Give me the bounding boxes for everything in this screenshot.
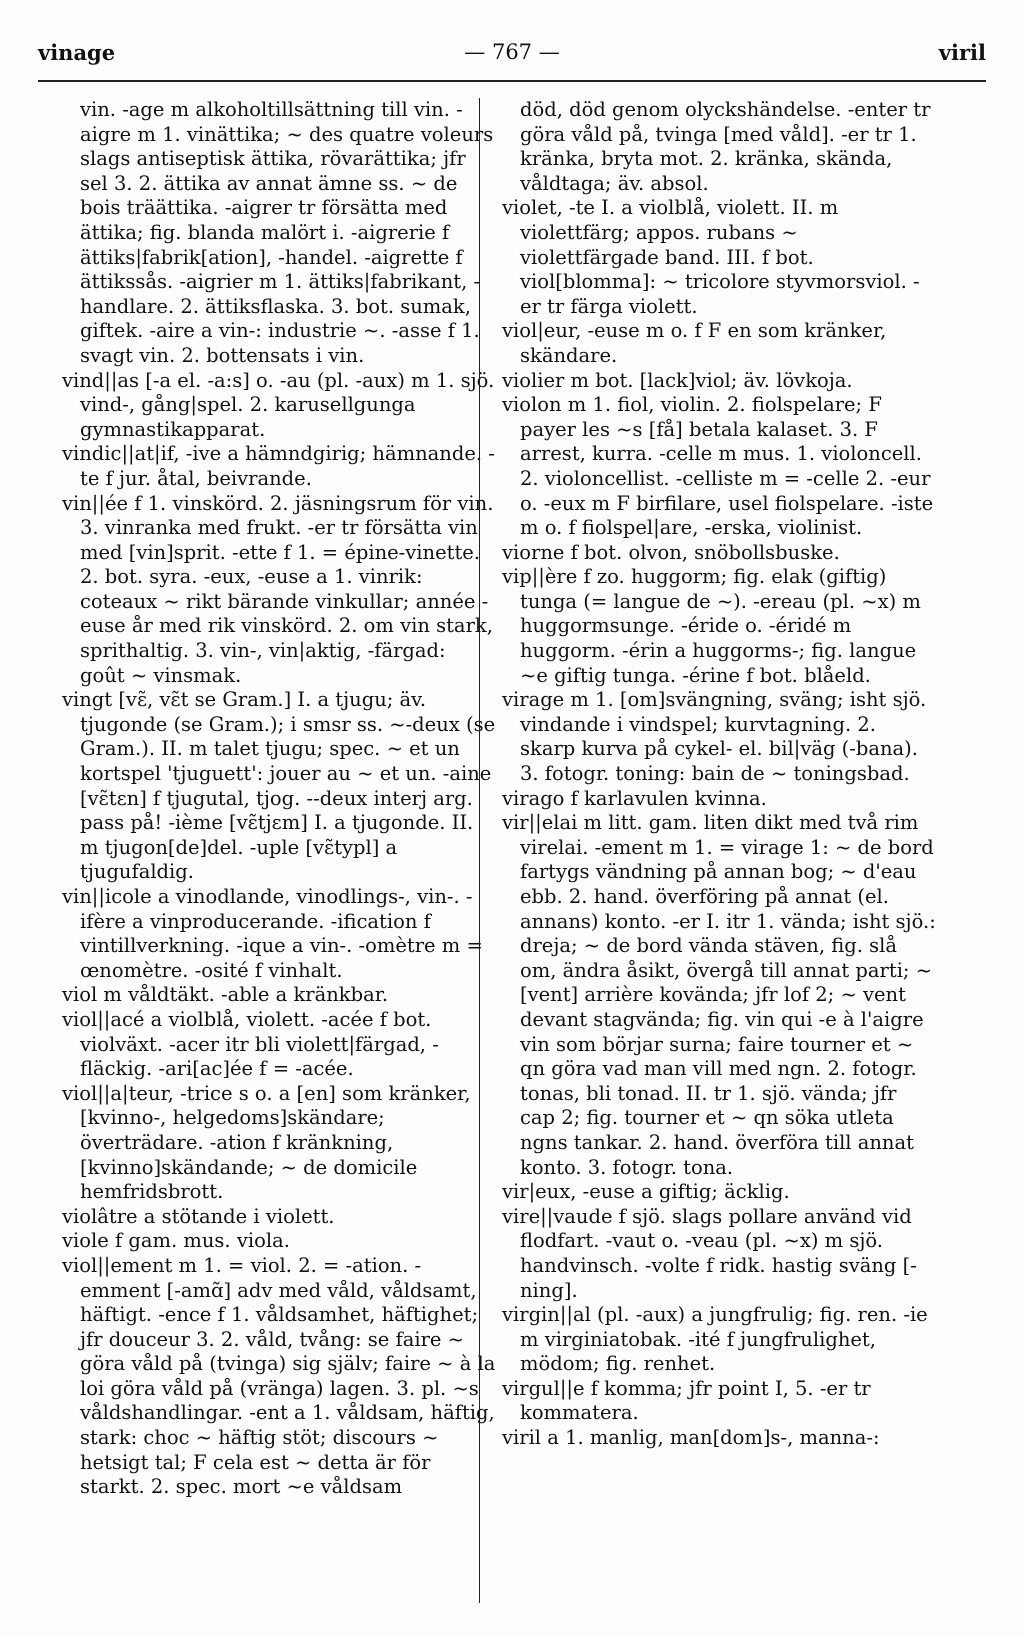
dictionary-entry: död, död genom olyckshändelse. -enter tr göra våld på, tvinga [med våld]. -er tr 1. kränka, bryta mot. 2. kränka, skända, våldtaga; äv. absol. [520,98,931,195]
dictionary-entry: violier m bot. [lack]viol; äv. lövkoja. [502,368,853,392]
column-divider [479,98,480,1603]
dictionary-entry: viol m våldtäkt. -able a kränkbar. [62,983,389,1007]
dictionary-entry: vire||vaude f sjö. slags pollare använd vid flodfart. -vaut o. -veau (pl. ~x) m sjö. handvinsch. -volte f ridk. hastig sväng [-ning]. [502,1204,917,1302]
dictionary-entry: violet, -te I. a violblå, violett. II. m violettfärg; appos. rubans ~ violettfärgade band. III. f bot. viol[blomma]: ~ tricolore styvmorsviol. -er tr färga violett. [502,196,920,318]
dictionary-entry: violon m 1. fiol, violin. 2. fiolspelare; F payer les ~s [få] betala kalaset. 3. F arrest, kurra. -celle m mus. 1. violoncell. 2. violoncellist. -celliste m = -celle 2. -eur o. -eux m F birfilare, usel fiolspelare. -iste m o. f fiolspel|are, -erska, violinist. [502,393,934,540]
right-guide-word: viril [938,40,986,65]
page-header [38,40,986,80]
page-number: — 767 — [464,40,560,64]
dictionary-entry: vingt [vɛ̃, vɛ̃t se Gram.] I. a tjugu; äv. tjugonde (se Gram.); i smsr ss. ~-deux (se Gram.). II. m talet tjugu; spec. ~ et un kortspel 'tjuguett': jouer au ~ et un. -aine [vɛ̃tɛn] f tjugutal, tjog. --deux interj arg. pass på! -ième [vɛ̃tjɛm] I. a tjugonde. II. m tjugon[de]del. -uple [vɛ̃typl] a tjugufaldig. [62,688,496,884]
dictionary-entry: viorne f bot. olvon, snöbollsbuske. [502,540,840,564]
left-guide-word: vinage [38,40,116,65]
dictionary-entry: viol||ement m 1. = viol. 2. = -ation. -emment [-amɑ̃] adv med våld, våldsamt, häftigt. -ence f 1. våldsamhet, häftighet; jfr douceur 3. 2. våld, tvång: se faire ~ göra våld på (tvinga) sig själv; faire ~ à la loi göra våld på (vränga) lagen. 3. pl. ~s våldshandlingar. -ent a 1. våldsam, häftig, stark: choc ~ häftig stöt; discours ~ hetsigt tal; F cela est ~ detta är för starkt. 2. spec. mort ~e våldsam [62,1253,496,1499]
dictionary-entry: viol||acé a violblå, violett. -acée f bot. violväxt. -acer itr bli violett|färgad, -fläckig. -ari[ac]ée f = -acée. [62,1007,439,1081]
dictionary-entry: virage m 1. [om]svängning, sväng; isht sjö. vindande i vindspel; kurvtagning. 2. skarp kurva på cykel- el. bil|väg (-bana). 3. fotogr. toning: bain de ~ toningsbad. [502,688,927,786]
left-column [62,98,496,1500]
header-rule [38,80,986,82]
dictionary-entry: virgin||al (pl. -aux) a jungfrulig; fig. ren. -ie m virginiatobak. -ité f jungfrulighet, mödom; fig. renhet. [502,1303,928,1376]
dictionary-entry: vir||elai m litt. gam. liten dikt med två rim virelai. -ement m 1. = virage 1: ~ de bord fartygs vändning på annan bog; ~ d'eau ebb. 2. hand. överföring på annat (el. annans) konto. -er I. itr 1. vända; isht sjö.: dreja; ~ de bord vända stäven, fig. slå om, ändra åsikt, övergå till annat parti; ~ [vent] arrière kovända; jfr lof 2; ~ vent devant stagvända; fig. vin qui -e à l'aigre vin som börjar surna; faire tourner et ~ qn göra vad man vill med ngn. 2. fotogr. tonas, bli tonad. II. tr 1. sjö. vända; jfr cap 2; fig. tourner et ~ qn söka utleta ngns tankar. 2. hand. överföra till annat konto. 3. fotogr. tona. [502,811,936,1179]
dictionary-entry: viol||a|teur, -trice s o. a [en] som kränker, [kvinno-, helgedoms]skändare; överträdare. -ation f kränkning, [kvinno]skändande; ~ de domicile hemfridsbrott. [62,1081,471,1204]
dictionary-entry: virgul||e f komma; jfr point I, 5. -er tr kommatera. [502,1376,871,1425]
dictionary-entry: vin. -age m alkoholtillsättning till vin. -aigre m 1. vinättika; ~ des quatre voleurs slags antiseptisk ättika, rövarättika; jfr sel 3. 2. ättika av annat ämne ss. ~ de bois träättika. -aigrer tr försätta med ättika; fig. blanda malört i. -aigrerie f ättiks|fabrik[ation], -handel. -aigrette f ättikssås. -aigrier m 1. ättiks|fabrikant, -handlare. 2. ättiksflaska. 3. bot. sumak, giftek. -aire a vin-: industrie ~. -asse f 1. svagt vin. 2. bottensats i vin. [80,98,494,367]
dictionary-entry: vip||ère f zo. huggorm; fig. elak (giftig) tunga (= langue de ~). -ereau (pl. ~x) m huggormsunge. -éride o. -éridé m huggorm. -érin a huggorms-; fig. langue ~e giftig tunga. -érine f bot. blåeld. [502,565,921,687]
dictionary-entry: vind||as [-a el. -a:s] o. -au (pl. -aux) m 1. sjö. vind-, gång|spel. 2. karusellgunga gymnastikapparat. [62,368,495,441]
dictionary-entry: viole f gam. mus. viola. [62,1229,290,1253]
dictionary-entry: violâtre a stötande i violett. [62,1204,335,1228]
right-column [502,98,936,1451]
dictionary-entry: virago f karlavulen kvinna. [502,786,767,810]
dictionary-entry: vir|eux, -euse a giftig; äcklig. [502,1180,790,1204]
dictionary-entry: vindic||at|if, -ive a hämndgirig; hämnande. -te f jur. åtal, beivrande. [62,442,495,490]
dictionary-entry: vin||icole a vinodlande, vinodlings-, vin-. -ifère a vinproducerande. -ification f vintillverkning. -ique a vin-. -omètre m = œnomètre. -osité f vinhalt. [62,885,483,982]
dictionary-entry: viril a 1. manlig, man[dom]s-, manna-: [502,1426,880,1450]
dictionary-entry: vin||ée f 1. vinskörd. 2. jäsningsrum för vin. 3. vinranka med frukt. -er tr försätta vin med [vin]sprit. -ette f 1. = épine-vinette. 2. bot. syra. -eux, -euse a 1. vinrik: coteaux ~ rikt bärande vinkullar; année -euse år med rik vinskörd. 2. om vin stark, sprithaltig. 3. vin-, vin|aktig, -färgad: goût ~ vinsmak. [62,491,494,687]
dictionary-entry: viol|eur, -euse m o. f F en som kränker, skändare. [502,319,887,367]
